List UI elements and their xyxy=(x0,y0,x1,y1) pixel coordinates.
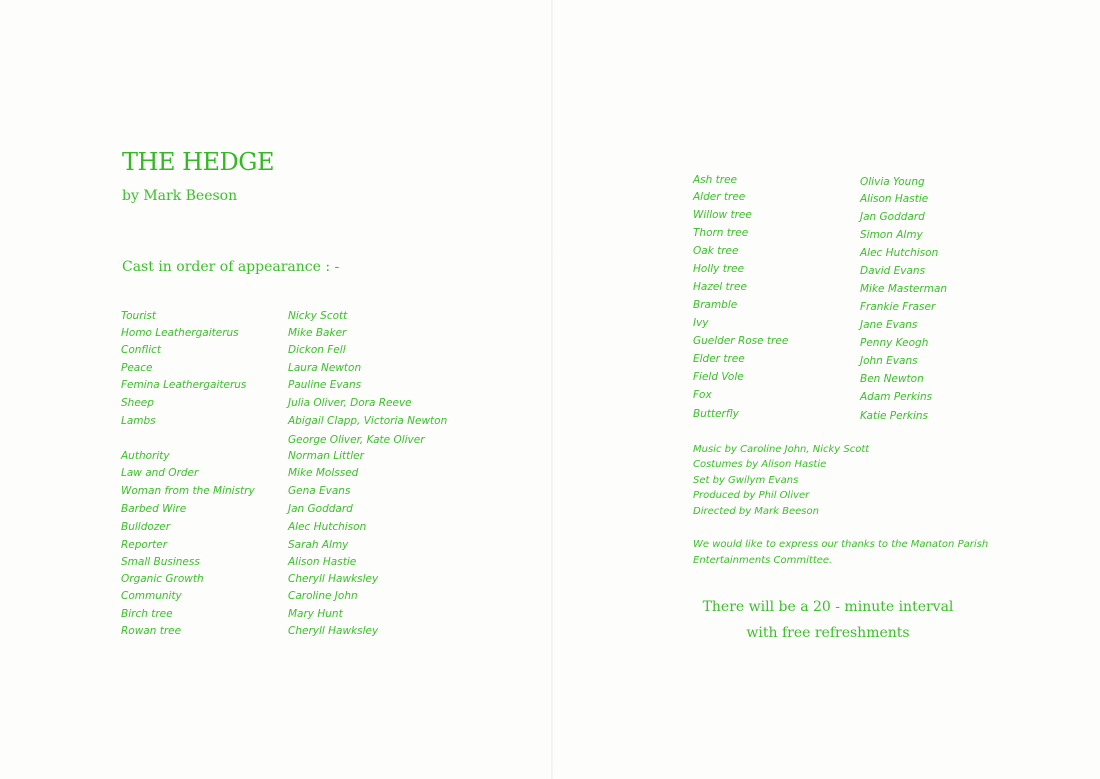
cast-actor: Alec Hutchison xyxy=(288,521,367,533)
cast-role: Hazel tree xyxy=(693,281,747,293)
cast-role: Ash tree xyxy=(693,174,737,186)
cast-actor: Norman Littler xyxy=(288,450,364,462)
cast-role: Oak tree xyxy=(693,245,739,257)
cast-role: Thorn tree xyxy=(693,227,749,239)
cast-role: Alder tree xyxy=(693,191,746,203)
cast-role: Rowan tree xyxy=(121,625,182,637)
cast-actor: Mike Masterman xyxy=(860,283,948,295)
cast-role: Homo Leathergaiterus xyxy=(121,327,239,339)
cast-actor: Alison Hastie xyxy=(860,193,929,205)
cast-actor: Nicky Scott xyxy=(288,310,348,322)
cast-role: Community xyxy=(121,590,182,602)
cast-actor: Cheryll Hawksley xyxy=(288,573,379,585)
cast-actor: Mary Hunt xyxy=(288,608,343,620)
cast-role: Peace xyxy=(121,362,153,374)
cast-actor: Pauline Evans xyxy=(288,379,362,391)
thanks-note: We would like to express our thanks to the Manaton Parish Entertainments Committee. xyxy=(693,539,989,566)
cast-role: Lambs xyxy=(121,415,156,427)
cast-role: Willow tree xyxy=(693,209,752,221)
cast-heading: Cast in order of appearance : - xyxy=(122,259,340,275)
cast-actor: David Evans xyxy=(860,265,926,277)
cast-role: Conflict xyxy=(121,344,162,356)
cast-actor: Mike Baker xyxy=(288,327,347,339)
cast-actor: Abigail Clapp, Victoria Newton xyxy=(288,415,448,427)
cast-role: Bramble xyxy=(693,299,738,311)
cast-actor: Adam Perkins xyxy=(860,391,933,403)
cast-role: Field Vole xyxy=(693,371,744,383)
cast-actor: Julia Oliver, Dora Reeve xyxy=(288,397,412,409)
credit-line: Produced by Phil Oliver xyxy=(693,490,810,501)
cast-role: Authority xyxy=(121,450,170,462)
credit-line: Set by Gwilym Evans xyxy=(693,475,799,486)
cast-actor: Jan Goddard xyxy=(860,211,925,223)
cast-actor: Sarah Almy xyxy=(288,539,349,551)
cast-role: Elder tree xyxy=(693,353,745,365)
cast-actor: Simon Almy xyxy=(860,229,923,241)
cast-role: Law and Order xyxy=(121,467,199,479)
cast-actor: Caroline John xyxy=(288,590,358,602)
cast-role: Butterfly xyxy=(693,408,739,420)
cast-actor: Laura Newton xyxy=(288,362,362,374)
cast-role: Femina Leathergaiterus xyxy=(121,379,247,391)
cast-actor: Jan Goddard xyxy=(288,503,353,515)
cast-role: Woman from the Ministry xyxy=(121,485,255,497)
interval-notice-line2: with free refreshments xyxy=(746,625,910,641)
cast-actor: Olivia Young xyxy=(860,176,925,188)
cast-actor: Ben Newton xyxy=(860,373,924,385)
cast-role: Tourist xyxy=(121,310,157,322)
cast-actor: Mike Molssed xyxy=(288,467,359,479)
cast-actor: Jane Evans xyxy=(860,319,918,331)
cast-role: Fox xyxy=(693,389,712,401)
cast-role: Bulldozer xyxy=(121,521,171,533)
cast-role: Guelder Rose tree xyxy=(693,335,789,347)
cast-actor: Penny Keogh xyxy=(860,337,929,349)
cast-actor: Alison Hastie xyxy=(288,556,357,568)
cast-role: Sheep xyxy=(121,397,154,409)
cast-role: Reporter xyxy=(121,539,168,551)
playwright-byline: by Mark Beeson xyxy=(122,188,238,204)
cast-role: Small Business xyxy=(121,556,200,568)
credit-line: Directed by Mark Beeson xyxy=(693,506,819,517)
page-fold xyxy=(551,0,553,779)
cast-role: Organic Growth xyxy=(121,573,204,585)
cast-actor: Cheryll Hawksley xyxy=(288,625,379,637)
cast-actor: Gena Evans xyxy=(288,485,351,497)
credit-line: Costumes by Alison Hastie xyxy=(693,459,827,470)
cast-actor: John Evans xyxy=(860,355,918,367)
cast-actor: George Oliver, Kate Oliver xyxy=(288,434,425,446)
cast-actor: Katie Perkins xyxy=(860,410,929,422)
cast-actor: Alec Hutchison xyxy=(860,247,939,259)
cast-actor: Frankie Fraser xyxy=(860,301,936,313)
cast-role: Barbed Wire xyxy=(121,503,187,515)
interval-notice-line1: There will be a 20 - minute interval xyxy=(702,599,954,615)
play-title: THE HEDGE xyxy=(122,148,274,176)
credit-line: Music by Caroline John, Nicky Scott xyxy=(693,444,870,455)
cast-role: Holly tree xyxy=(693,263,745,275)
cast-role: Birch tree xyxy=(121,608,173,620)
cast-role: Ivy xyxy=(693,317,709,329)
cast-actor: Dickon Fell xyxy=(288,344,346,356)
